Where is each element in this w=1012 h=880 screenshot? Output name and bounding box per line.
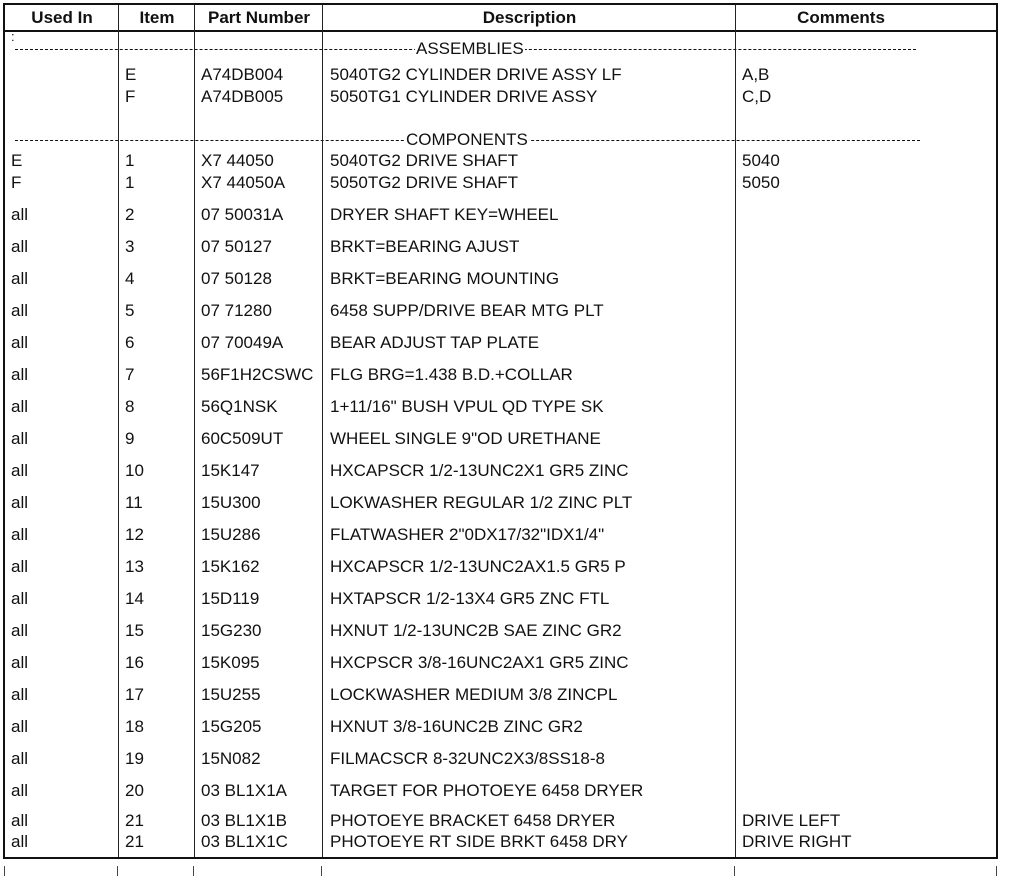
header-comments: Comments	[797, 8, 885, 27]
cell-used-in: all	[11, 749, 29, 768]
bottom-edge-marks	[0, 860, 1012, 880]
cell-used-in: all	[11, 525, 29, 544]
cell-description: PHOTOEYE BRACKET 6458 DRYER	[330, 811, 616, 830]
cell-used-in: all	[11, 589, 29, 608]
cell-used-in: all	[11, 685, 29, 704]
cell-used-in: all	[11, 461, 29, 480]
cell-part-number: 15U300	[201, 493, 261, 512]
cell-item: 19	[125, 749, 144, 768]
cell-part-number: 56F1H2CSWC	[201, 365, 314, 384]
cell-item: 1	[125, 173, 135, 192]
cell-used-in: all	[11, 621, 29, 640]
cell-item: 1	[125, 151, 135, 170]
cell-used-in: all	[11, 301, 29, 320]
cell-description: FLATWASHER 2"0DX17/32"IDX1/4"	[330, 525, 605, 544]
cell-used-in: F	[11, 173, 22, 192]
cell-description: 5040TG2 DRIVE SHAFT	[330, 151, 519, 170]
section-label-components: COMPONENTS	[406, 130, 528, 149]
cell-item: 17	[125, 685, 144, 704]
cell-description: 1+11/16" BUSH VPUL QD TYPE SK	[330, 397, 604, 416]
cell-used-in: all	[11, 493, 29, 512]
cell-used-in: all	[11, 205, 29, 224]
cell-part-number: 60C509UT	[201, 429, 284, 448]
cell-item: 10	[125, 461, 144, 480]
cell-part-number: 15K095	[201, 653, 260, 672]
cell-description: HXCPSCR 3/8-16UNC2AX1 GR5 ZINC	[330, 653, 629, 672]
cell-part-number: 03 BL1X1C	[201, 832, 288, 851]
cell-item: 18	[125, 717, 144, 736]
cell-description: HXCAPSCR 1/2-13UNC2X1 GR5 ZINC	[330, 461, 629, 480]
header-part-number: Part Number	[207, 8, 311, 27]
cell-used-in: all	[11, 333, 29, 352]
cell-part-number: 15U255	[201, 685, 261, 704]
cell-part-number: 07 70049A	[201, 333, 284, 352]
cell-part-number: A74DB005	[201, 87, 284, 106]
cell-part-number: 07 50127	[201, 237, 272, 256]
cell-item: 5	[125, 301, 135, 320]
cell-item: 21	[125, 832, 144, 851]
cell-used-in: all	[11, 717, 29, 736]
cell-item: 11	[125, 493, 143, 512]
cell-description: 6458 SUPP/DRIVE BEAR MTG PLT	[330, 301, 604, 320]
cell-item: 2	[125, 205, 135, 224]
cell-used-in: all	[11, 832, 29, 851]
cell-description: 5040TG2 CYLINDER DRIVE ASSY LF	[330, 65, 622, 84]
cell-comments: DRIVE RIGHT	[742, 832, 852, 851]
cell-comments: A,B	[742, 65, 770, 84]
cell-description: PHOTOEYE RT SIDE BRKT 6458 DRY	[330, 832, 628, 851]
cell-part-number: 03 BL1X1A	[201, 781, 288, 800]
edge-tick	[321, 866, 322, 876]
cell-used-in: all	[11, 397, 29, 416]
cell-used-in: all	[11, 653, 29, 672]
cell-used-in: all	[11, 781, 29, 800]
cell-used-in: E	[11, 151, 23, 170]
cell-item: E	[125, 65, 137, 84]
cell-part-number: X7 44050	[201, 151, 274, 170]
cell-item: 13	[125, 557, 144, 576]
cell-part-number: 07 50031A	[201, 205, 284, 224]
header-used-in: Used In	[31, 8, 93, 27]
edge-tick	[193, 866, 194, 876]
top-mark: :	[11, 29, 15, 44]
cell-item: 9	[125, 429, 135, 448]
cell-part-number: 07 71280	[201, 301, 272, 320]
cell-part-number: 15G230	[201, 621, 262, 640]
cell-description: FLG BRG=1.438 B.D.+COLLAR	[330, 365, 573, 384]
edge-tick	[117, 866, 118, 876]
section-label-assemblies: ASSEMBLIES	[416, 39, 524, 58]
cell-description: BRKT=BEARING MOUNTING	[330, 269, 560, 288]
cell-part-number: 15D119	[201, 589, 260, 608]
header-item: Item	[139, 8, 175, 27]
section-components	[9, 130, 920, 150]
cell-part-number: 15K162	[201, 557, 260, 576]
cell-description: DRYER SHAFT KEY=WHEEL	[330, 205, 559, 224]
cell-item: 4	[125, 269, 135, 288]
cell-description: WHEEL SINGLE 9"OD URETHANE	[330, 429, 601, 448]
cell-description: HXNUT 1/2-13UNC2B SAE ZINC GR2	[330, 621, 622, 640]
table-header-row	[5, 5, 996, 32]
cell-description: HXNUT 3/8-16UNC2B ZINC GR2	[330, 717, 583, 736]
cell-comments: C,D	[742, 87, 772, 106]
header-description: Description	[482, 8, 577, 27]
cell-description: LOKWASHER REGULAR 1/2 ZINC PLT	[330, 493, 633, 512]
cell-part-number: 15G205	[201, 717, 262, 736]
cell-description: TARGET FOR PHOTOEYE 6458 DRYER	[330, 781, 644, 800]
cell-part-number: 03 BL1X1B	[201, 811, 288, 830]
cell-description: HXCAPSCR 1/2-13UNC2AX1.5 GR5 P	[330, 557, 626, 576]
cell-description: HXTAPSCR 1/2-13X4 GR5 ZNC FTL	[330, 589, 610, 608]
cell-used-in: all	[11, 365, 29, 384]
cell-used-in: all	[11, 557, 29, 576]
cell-item: 6	[125, 333, 135, 352]
cell-item: 21	[125, 811, 144, 830]
cell-item: 14	[125, 589, 144, 608]
cell-description: LOCKWASHER MEDIUM 3/8 ZINCPL	[330, 685, 618, 704]
cell-part-number: 15N082	[201, 749, 261, 768]
cell-used-in: all	[11, 237, 29, 256]
cell-item: 20	[125, 781, 144, 800]
cell-part-number: A74DB004	[201, 65, 284, 84]
cell-comments: 5050	[742, 173, 780, 192]
cell-item: 8	[125, 397, 135, 416]
cell-description: BRKT=BEARING AJUST	[330, 237, 520, 256]
cell-description: FILMACSCR 8-32UNC2X3/8SS18-8	[330, 749, 605, 768]
cell-part-number: X7 44050A	[201, 173, 286, 192]
cell-item: 7	[125, 365, 135, 384]
cell-used-in: all	[11, 269, 29, 288]
cell-description: 5050TG1 CYLINDER DRIVE ASSY	[330, 87, 598, 106]
edge-tick	[4, 866, 5, 876]
cell-item: 16	[125, 653, 144, 672]
cell-item: 15	[125, 621, 144, 640]
cell-comments: DRIVE LEFT	[742, 811, 841, 830]
cell-description: BEAR ADJUST TAP PLATE	[330, 333, 540, 352]
cell-item: F	[125, 87, 136, 106]
cell-item: 3	[125, 237, 135, 256]
parts-list-table	[3, 3, 998, 859]
cell-part-number: 07 50128	[201, 269, 272, 288]
cell-part-number: 56Q1NSK	[201, 397, 278, 416]
cell-used-in: all	[11, 811, 29, 830]
edge-tick	[996, 866, 997, 876]
cell-comments: 5040	[742, 151, 780, 170]
cell-description: 5050TG2 DRIVE SHAFT	[330, 173, 519, 192]
cell-part-number: 15K147	[201, 461, 260, 480]
cell-item: 12	[125, 525, 144, 544]
cell-used-in: all	[11, 429, 29, 448]
cell-part-number: 15U286	[201, 525, 261, 544]
edge-tick	[734, 866, 735, 876]
section-assemblies	[9, 39, 916, 59]
